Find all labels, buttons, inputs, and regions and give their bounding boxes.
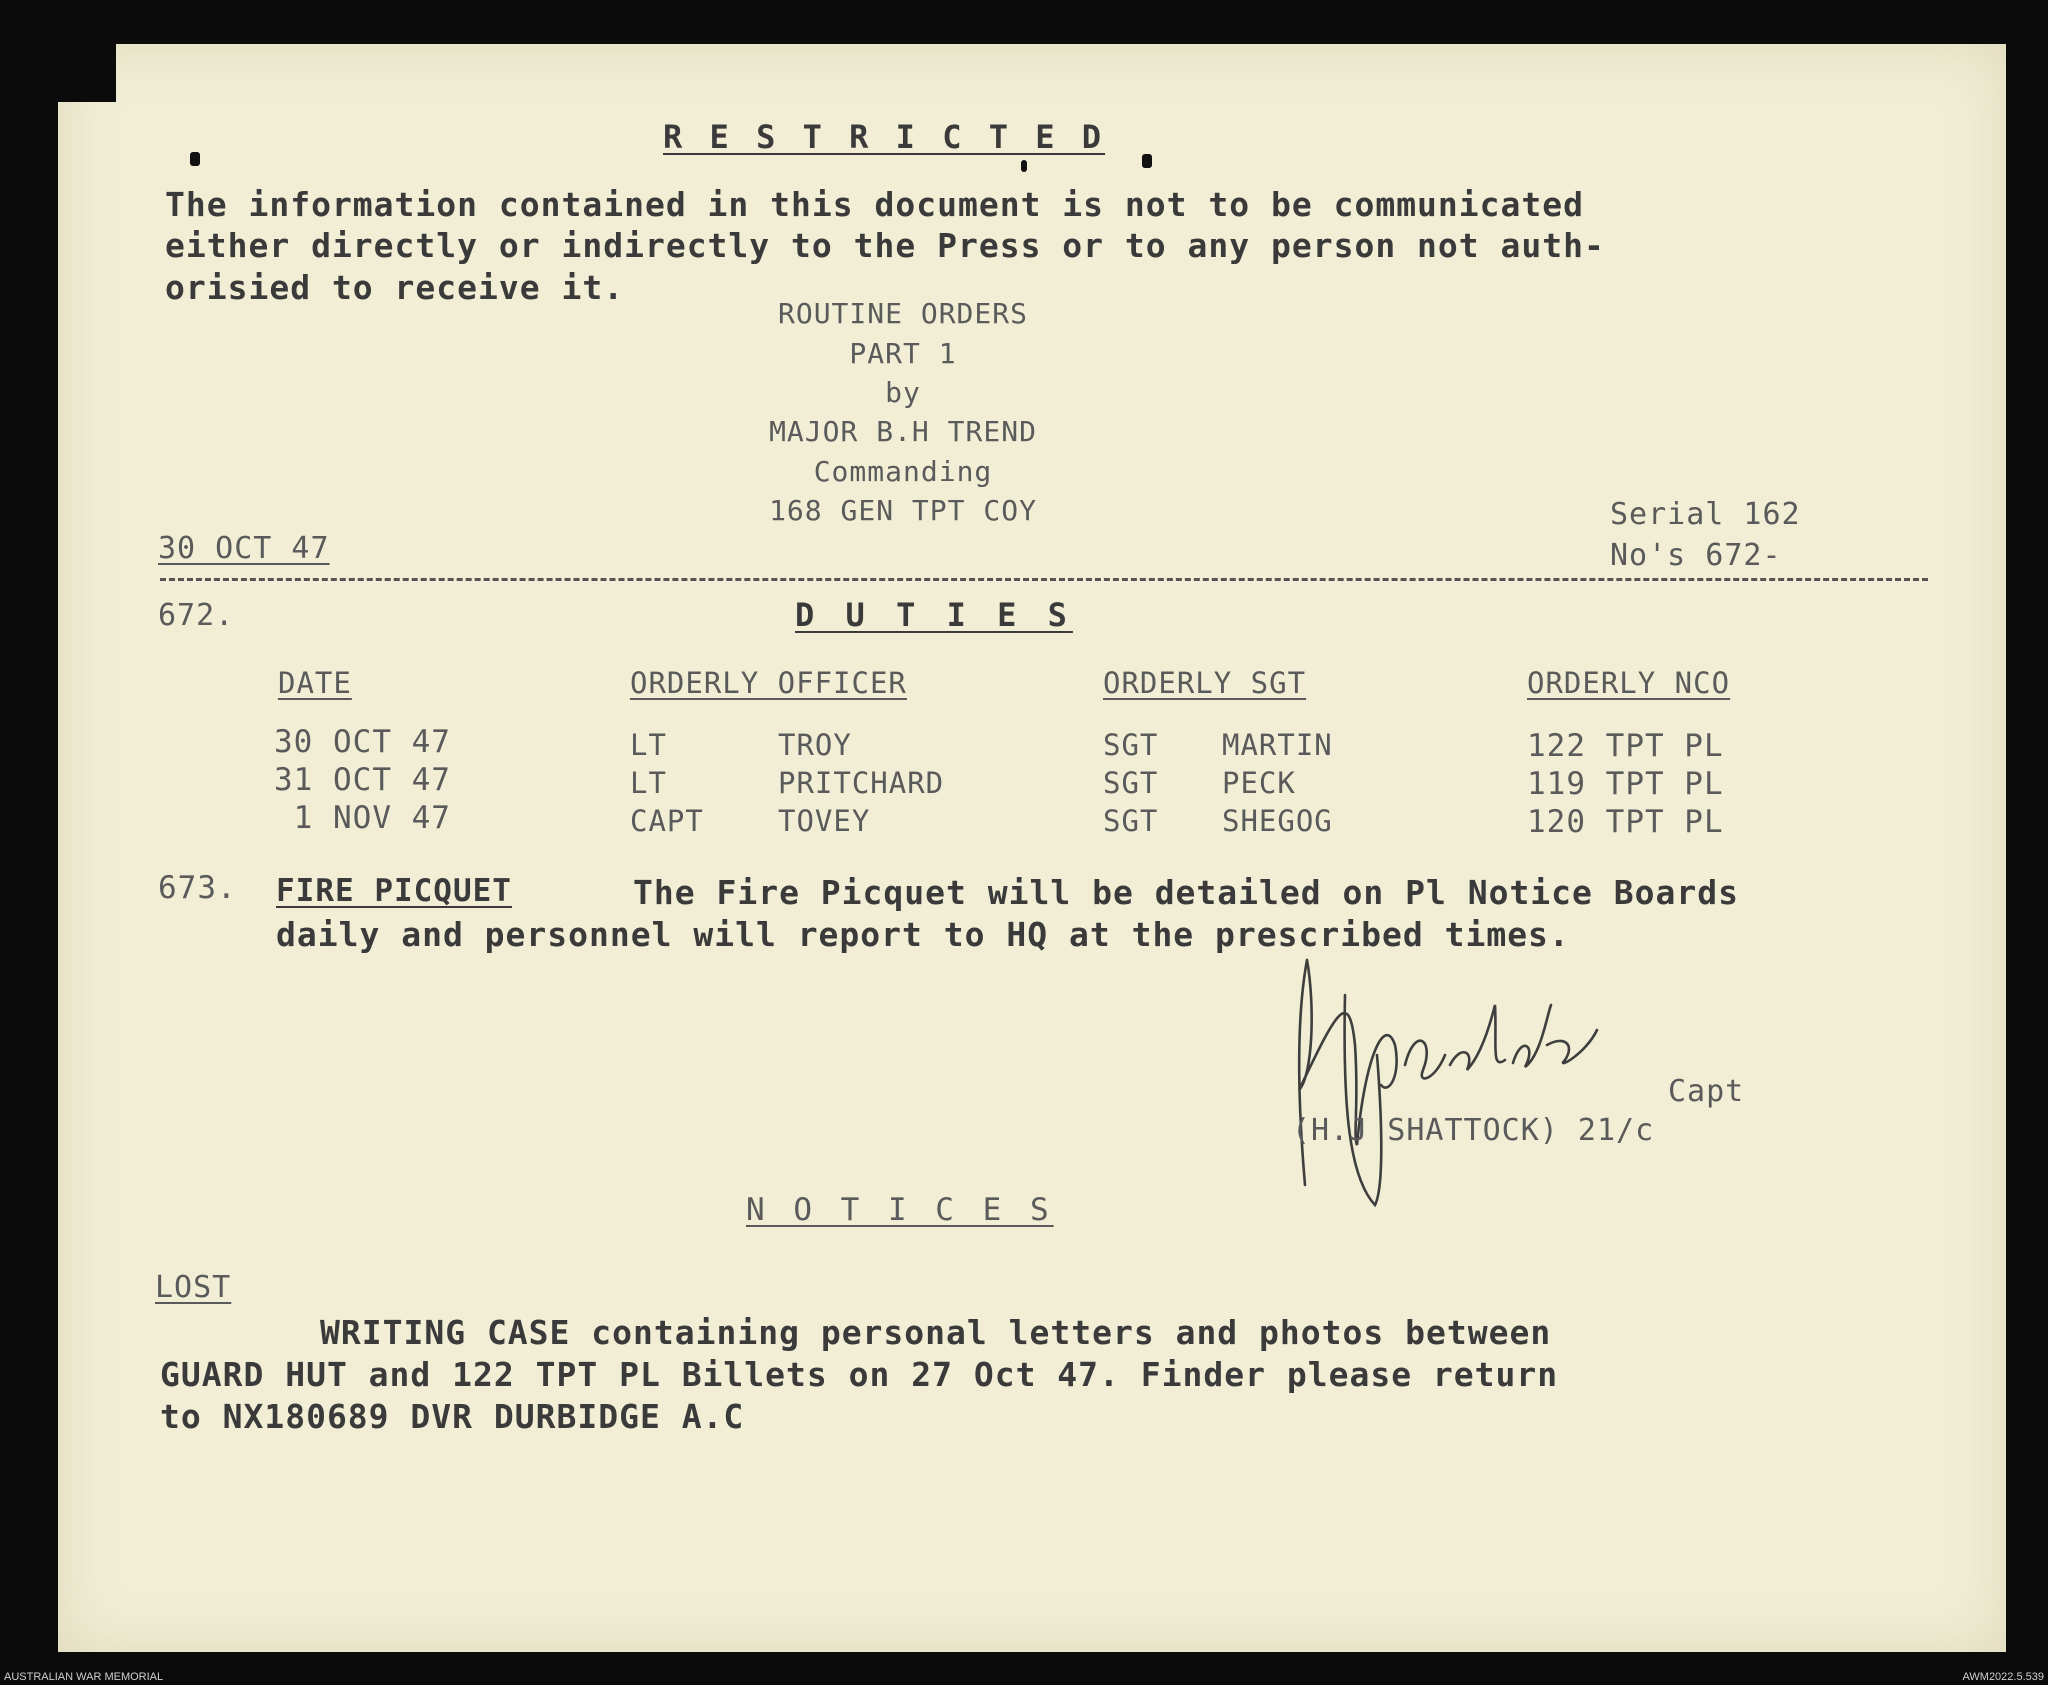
duty-row-1-officer-rank: LT xyxy=(630,728,667,762)
title-commander: MAJOR B.H TREND xyxy=(769,415,1037,448)
duty-row-1-date: 30 OCT 47 xyxy=(274,724,451,760)
duty-row-1-sgt-rank: SGT xyxy=(1103,728,1159,762)
col-header-date: DATE xyxy=(278,666,352,700)
duties-heading: D U T I E S xyxy=(795,596,1073,634)
col-header-orderly-sgt: ORDERLY SGT xyxy=(1103,666,1307,700)
col-header-orderly-nco: ORDERLY NCO xyxy=(1527,666,1731,700)
separator-line xyxy=(160,578,1928,581)
duty-row-2-nco: 119 TPT PL xyxy=(1527,766,1724,802)
duty-row-2-officer-name: PRITCHARD xyxy=(778,766,945,800)
order-date: 30 OCT 47 xyxy=(158,531,330,566)
duty-row-3-date: 1 NOV 47 xyxy=(274,800,451,836)
duty-row-2-sgt-name: PECK xyxy=(1222,766,1296,800)
fire-picquet-line-2: daily and personnel will report to HQ at the prescribed times. xyxy=(276,915,1570,954)
warning-line-1: The information contained in this document is not to be communicated xyxy=(165,185,1585,224)
duty-row-3-nco: 120 TPT PL xyxy=(1527,804,1724,840)
fire-picquet-heading: FIRE PICQUET xyxy=(276,873,512,909)
duty-row-1-nco: 122 TPT PL xyxy=(1527,728,1724,764)
notice-line-2: GUARD HUT and 122 TPT PL Billets on 27 Oct 47. Finder please return xyxy=(160,1355,1559,1394)
punch-hole-right xyxy=(1142,154,1152,168)
duty-row-1-officer-name: TROY xyxy=(778,728,852,762)
title-by: by xyxy=(885,376,921,409)
duty-row-2-date: 31 OCT 47 xyxy=(274,762,451,798)
order-672-number: 672. xyxy=(158,598,235,633)
duty-row-3-officer-name: TOVEY xyxy=(778,804,871,838)
duty-row-2-sgt-rank: SGT xyxy=(1103,766,1159,800)
punch-hole-left xyxy=(190,152,200,166)
notice-line-3: to NX180689 DVR DURBIDGE A.C xyxy=(160,1397,745,1436)
duty-row-3-sgt-name: SHEGOG xyxy=(1222,804,1333,838)
classification-heading: R E S T R I C T E D xyxy=(663,118,1106,156)
order-673-number: 673. xyxy=(158,870,237,906)
order-numbers: No's 672- xyxy=(1610,538,1782,573)
folded-corner xyxy=(58,44,116,102)
warning-line-3: orisied to receive it. xyxy=(165,268,625,307)
title-unit: 168 GEN TPT COY xyxy=(769,494,1037,527)
duty-row-2-officer-rank: LT xyxy=(630,766,667,800)
punch-hole-middle xyxy=(1021,160,1027,172)
duty-row-1-sgt-name: MARTIN xyxy=(1222,728,1333,762)
title-commanding: Commanding xyxy=(813,455,993,488)
warning-line-2: either directly or indirectly to the Press or to any person not auth- xyxy=(165,226,1605,265)
signature-rank: Capt xyxy=(1668,1074,1745,1109)
lost-label: LOST xyxy=(155,1270,232,1305)
signature-name: (H.J SHATTOCK) 21/c xyxy=(1292,1113,1655,1148)
notice-line-1: WRITING CASE containing personal letters and photos between xyxy=(320,1313,1552,1352)
fire-picquet-line-1: The Fire Picquet will be detailed on Pl Notice Boards xyxy=(633,873,1739,912)
duty-row-3-sgt-rank: SGT xyxy=(1103,804,1159,838)
col-header-orderly-officer: ORDERLY OFFICER xyxy=(630,666,907,700)
duty-row-3-officer-rank: CAPT xyxy=(630,804,704,838)
title-part: PART 1 xyxy=(849,337,957,370)
footer-institution: AUSTRALIAN WAR MEMORIAL xyxy=(4,1671,164,1683)
notices-heading: N O T I C E S xyxy=(746,1192,1054,1228)
title-routine-orders: ROUTINE ORDERS xyxy=(777,297,1028,330)
serial-number: Serial 162 xyxy=(1610,497,1801,532)
footer-accession-number: AWM2022.5.539 xyxy=(1962,1671,2044,1683)
handwritten-signature xyxy=(1285,945,1685,1215)
